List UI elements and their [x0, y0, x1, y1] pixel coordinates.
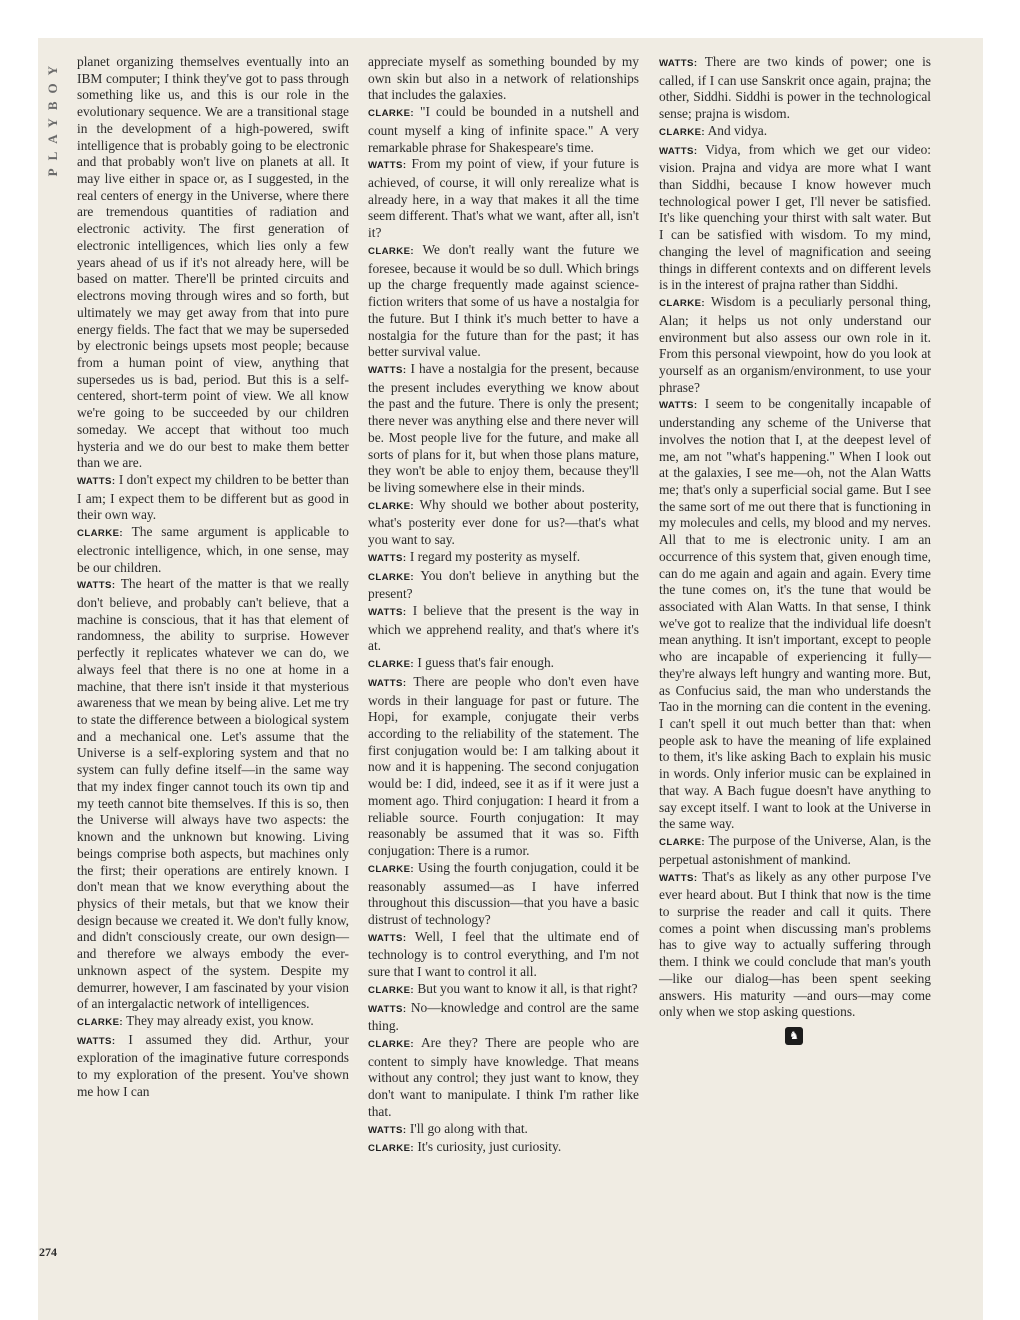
dialogue-text: I have a nostalgia for the present, because the present includes everything we know about the past and the future. There is only the present; there never was anything else and there never will be. Most people live for the future, and make all sorts of plans for it, but when those plans mature, they won't be able to enjoy them, because they'll be living somewhere else in their minds.: [368, 360, 639, 495]
speaker-label: WATTS:: [368, 677, 407, 689]
dialogue-paragraph: [368, 54, 639, 104]
speaker-label: CLARKE:: [659, 837, 705, 849]
magazine-brand: PLAYBOY: [45, 58, 60, 177]
dialogue-text: Vidya, from which we get our video: vision. Prajna and vidya are more what I want than Siddhi, because I know however much technological power I get, I'll never be satisfied. It's like quenching your thirst with salt water. But I can be satisfied with wisdom. To my mind, changing the level of magnification and seeing things in different contexts and on different levels is in the interest of prajna rather than Siddhi.: [659, 141, 931, 293]
speaker-label: WATTS:: [368, 1124, 407, 1136]
dialogue-text: We don't really want the future we foresee, because it would be so dull. Which brings up the charge frequently made against science-fiction writers that some of us have a nostalgia for the future. But I think it's much better to have a nostalgia for the future than for the past; it has better survival value.: [368, 241, 639, 360]
dialogue-paragraph: [368, 1035, 639, 1121]
dialogue-paragraph: [368, 361, 639, 497]
dialogue-paragraph: [368, 860, 639, 929]
speaker-label: WATTS:: [368, 1003, 407, 1015]
speaker-label: WATTS:: [77, 475, 116, 487]
dialogue-text: It's curiosity, just curiosity.: [417, 1139, 562, 1155]
dialogue-paragraph: [77, 524, 349, 576]
dialogue-text: appreciate myself as something bounded by my own skin but also in a network of relationships that includes the galaxies.: [368, 54, 639, 103]
end-mark-line: [659, 1021, 931, 1045]
speaker-label: CLARKE:: [368, 245, 414, 257]
speaker-label: WATTS:: [368, 364, 407, 376]
text-column-3: [659, 54, 931, 1045]
dialogue-paragraph: [659, 142, 931, 294]
dialogue-paragraph: [368, 603, 639, 655]
dialogue-text: No—knowledge and control are the same thing.: [368, 999, 639, 1034]
dialogue-paragraph: [368, 1139, 639, 1158]
dialogue-text: I regard my posterity as myself.: [409, 548, 581, 564]
dialogue-text: Are they? There are people who are content to simply have knowledge. That means without any control; they just want to know, they don't want to manipulate. I think I'm rather like that.: [368, 1034, 639, 1119]
speaker-label: CLARKE:: [368, 500, 414, 512]
speaker-label: WATTS:: [659, 145, 698, 157]
dialogue-text: You don't believe in anything but the present?: [368, 567, 639, 602]
dialogue-paragraph: [368, 497, 639, 549]
dialogue-paragraph: [77, 54, 349, 472]
dialogue-paragraph: [368, 104, 639, 156]
text-column-2: [368, 54, 639, 1158]
dialogue-text: That's as likely as any other purpose I've ever heard about. But I think that now is the time to surprise the reader and call it quits. There comes a point when discussing man's problems has to give way to actually suffering through them. I think we could conclude that man's youth—like our dialog—has been spent seeking answers. His maturity —and ours—may come only when we stop asking questions.: [659, 868, 931, 1020]
dialogue-text: I guess that's fair enough.: [417, 655, 554, 671]
speaker-label: CLARKE:: [368, 571, 414, 583]
dialogue-paragraph: [659, 123, 931, 142]
speaker-label: CLARKE:: [368, 863, 414, 875]
dialogue-text: I seem to be congenitally incapable of understanding any scheme of the Universe that involves the notion that I, at the deepest level of me, am not "what's happening." When I look out at the galaxies, I see me—oh, not the Alan Watts me; that's only a superficial social game. But I see the same sort of me out there that is functioning in my molecules and cells, my blood and my nerves. All that to me is electronic unity. I am an occurrence of this system that, given enough time, can do me again and again and again. Every time the tune comes on, it's the tune that would be associated with Alan Watts. In that sense, I think we've got to realize that the individual life doesn't mean anything. It isn't important, except to people who are incapable of experiencing it fully—they're always left hungry and wanting more. But, as Confucius said, the man who understands the Tao in the morning can die content in the evening. I can't spell it out much better than that: when people ask to have the meaning of life explained to them, it's like asking Bach to explain his music in words. Only inferior music can be explained in that way. A Bach fugue doesn't have anything to say except itself. I want to look at the Universe in the same way.: [659, 396, 931, 832]
dialogue-text: The purpose of the Universe, Alan, is the perpetual astonishment of mankind.: [659, 833, 931, 867]
dialogue-paragraph: [368, 929, 639, 981]
dialogue-paragraph: [368, 1121, 639, 1140]
dialogue-text: I'll go along with that.: [409, 1120, 528, 1136]
speaker-label: WATTS:: [77, 580, 116, 592]
dialogue-text: The same argument is applicable to electronic intelligence, which, in one sense, may be our children.: [77, 524, 350, 575]
dialogue-paragraph: [368, 1000, 639, 1035]
dialogue-text: I don't expect my children to be better than I am; I expect them to be different but as good in their own way.: [77, 471, 349, 523]
dialogue-text: And vidya.: [707, 122, 768, 138]
speaker-label: CLARKE:: [77, 1016, 123, 1028]
speaker-label: CLARKE:: [659, 298, 705, 310]
dialogue-text: Well, I feel that the ultimate end of technology is to control everything, and I'm not sure that I want to control it all.: [368, 928, 639, 980]
dialogue-paragraph: [659, 869, 931, 1021]
dialogue-text: They may already exist, you know.: [126, 1012, 314, 1028]
speaker-label: WATTS:: [659, 58, 698, 69]
dialogue-paragraph: [368, 981, 639, 1000]
speaker-label: WATTS:: [368, 552, 407, 564]
speaker-label: CLARKE:: [659, 126, 705, 138]
dialogue-text: From my point of view, if your future is achieved, of course, it will only rerealize what is already here, in a way that makes it all the time seem different. That's what we want, after all, isn't it?: [368, 156, 639, 241]
dialogue-paragraph: [77, 472, 349, 524]
dialogue-text: "I could be bounded in a nutshell and count myself a king of infinite space." A very remarkable phrase for Shakespeare's time.: [368, 104, 639, 155]
dialogue-text: I assumed they did. Arthur, your exploration of the imaginative future corresponds to my exploration of the present. You've shown me how I can: [77, 1031, 349, 1099]
dialogue-paragraph: [659, 54, 931, 123]
speaker-label: WATTS:: [368, 160, 407, 172]
speaker-label: WATTS:: [659, 872, 698, 884]
text-column-1: [77, 54, 349, 1101]
dialogue-text: Using the fourth conjugation, could it be reasonably assumed—as I have inferred throughout this discussion—that you have a basic distrust of technology?: [368, 859, 639, 927]
dialogue-paragraph: [368, 568, 639, 603]
dialogue-paragraph: [77, 1013, 349, 1032]
speaker-label: WATTS:: [368, 607, 407, 618]
speaker-label: CLARKE:: [368, 984, 414, 996]
dialogue-text: There are people who don't even have words in their language for past or future. The Hopi, for example, conjugate their verbs according to the reliability of the statement. The first conjugation would be: I am talking about it now and it is happening. The second conjugation would be: I did, indeed, see it as if it were just a moment ago. Third conjugation: I heard it from a reliable source. Fourth conjugation: It may reasonably be assumed that it was so. Fifth conjugation: There is a rumor.: [368, 673, 639, 859]
speaker-label: CLARKE:: [368, 1143, 414, 1155]
dialogue-text: Why should we bother about posterity, what's posterity ever done for us?—that's what you want to say.: [368, 496, 639, 548]
dialogue-paragraph: [77, 1032, 349, 1101]
dialogue-text: But you want to know it all, is that right?: [417, 980, 638, 996]
speaker-label: CLARKE:: [368, 659, 414, 671]
dialogue-paragraph: [368, 655, 639, 674]
speaker-label: WATTS:: [368, 932, 407, 944]
dialogue-paragraph: [368, 156, 639, 242]
speaker-label: CLARKE:: [368, 108, 414, 120]
page-number: 274: [39, 1245, 57, 1259]
dialogue-paragraph: [77, 576, 349, 1013]
dialogue-text: planet organizing themselves eventually into an IBM computer; I think they've got to pass through something like us, and this is our role in the evolutionary sequence. We are a transitional stage in the development of a high-powered, swift intelligence that is probably going to be electronic and that probably won't live on planets at all. It may live either in space or, as I suggested, in the real centers of energy in the Universe, where there are tremendous quantities of radiation and electronic activity. The first generation of electronic intelligences, which lies only a few years ahead of us if it's not already here, will be based on matter. There'll be printed circuits and electrons moving through wires and so forth, but ultimately we may get away from that into pure energy fields. The fact that we may be superseded by electronic beings upsets most people; because from a human point of view, anything that supersedes us is bad, period. But this is a self-centered, short-term point of view. We all know we're going to be succeeded by our children someday. We accept that without too much hysteria and we do our best to make them better than we are.: [77, 54, 349, 471]
dialogue-paragraph: [368, 674, 639, 860]
dialogue-text: I believe that the present is the way in which we apprehend reality, and that's where it's at.: [368, 603, 639, 654]
dialogue-text: There are two kinds of power; one is called, if I can use Sanskrit once again, prajna; the other, Siddhi. Siddhi is power in the technological sense; prajna is wisdom.: [659, 54, 931, 122]
speaker-label: CLARKE:: [77, 528, 123, 540]
dialogue-text: The heart of the matter is that we really don't believe, and probably can't believe, that a machine is conscious, that it has that element of randomness, the ability to surprise. However perfectly it replicates whatever we can do, we always feel that there is no one at home in a machine, that there isn't inside it that mysterious awareness that we mean by being alive. Let me try to state the difference between a biological system and a mechanical one. Let's assume that the Universe is a self-exploring system and that no system can fully define itself—in the same way that my index finger cannot touch its own tip and my teeth cannot bite themselves. If this is so, then the Universe will always have two aspects: the known and the unknown but knowing. Living beings comprise both aspects, but machines only the first; their operations are entirely known. I don't mean that we know everything about the physics of their metals, but that we know their design because we created it. We don't fully know, and didn't consciously create, our own design—and therefore we always embody the ever-unknown aspect of the system. Despite my demurrer, however, I am fascinated by your vision of an intergalactic network of intelligences.: [77, 576, 349, 1012]
speaker-label: CLARKE:: [368, 1038, 414, 1050]
dialogue-paragraph: [368, 549, 639, 568]
rabbit-head-icon: ♞: [785, 1027, 803, 1045]
dialogue-paragraph: [659, 294, 931, 396]
dialogue-paragraph: [659, 833, 931, 868]
dialogue-text: Wisdom is a peculiarly personal thing, Alan; it helps us not only understand our environment but also assess our own role in it. From this personal viewpoint, how do you look at yourself as an organism/environment, to use your phrase?: [659, 294, 931, 395]
dialogue-paragraph: [659, 396, 931, 833]
dialogue-paragraph: [368, 242, 639, 361]
speaker-label: WATTS:: [659, 400, 698, 412]
speaker-label: WATTS:: [77, 1035, 116, 1047]
